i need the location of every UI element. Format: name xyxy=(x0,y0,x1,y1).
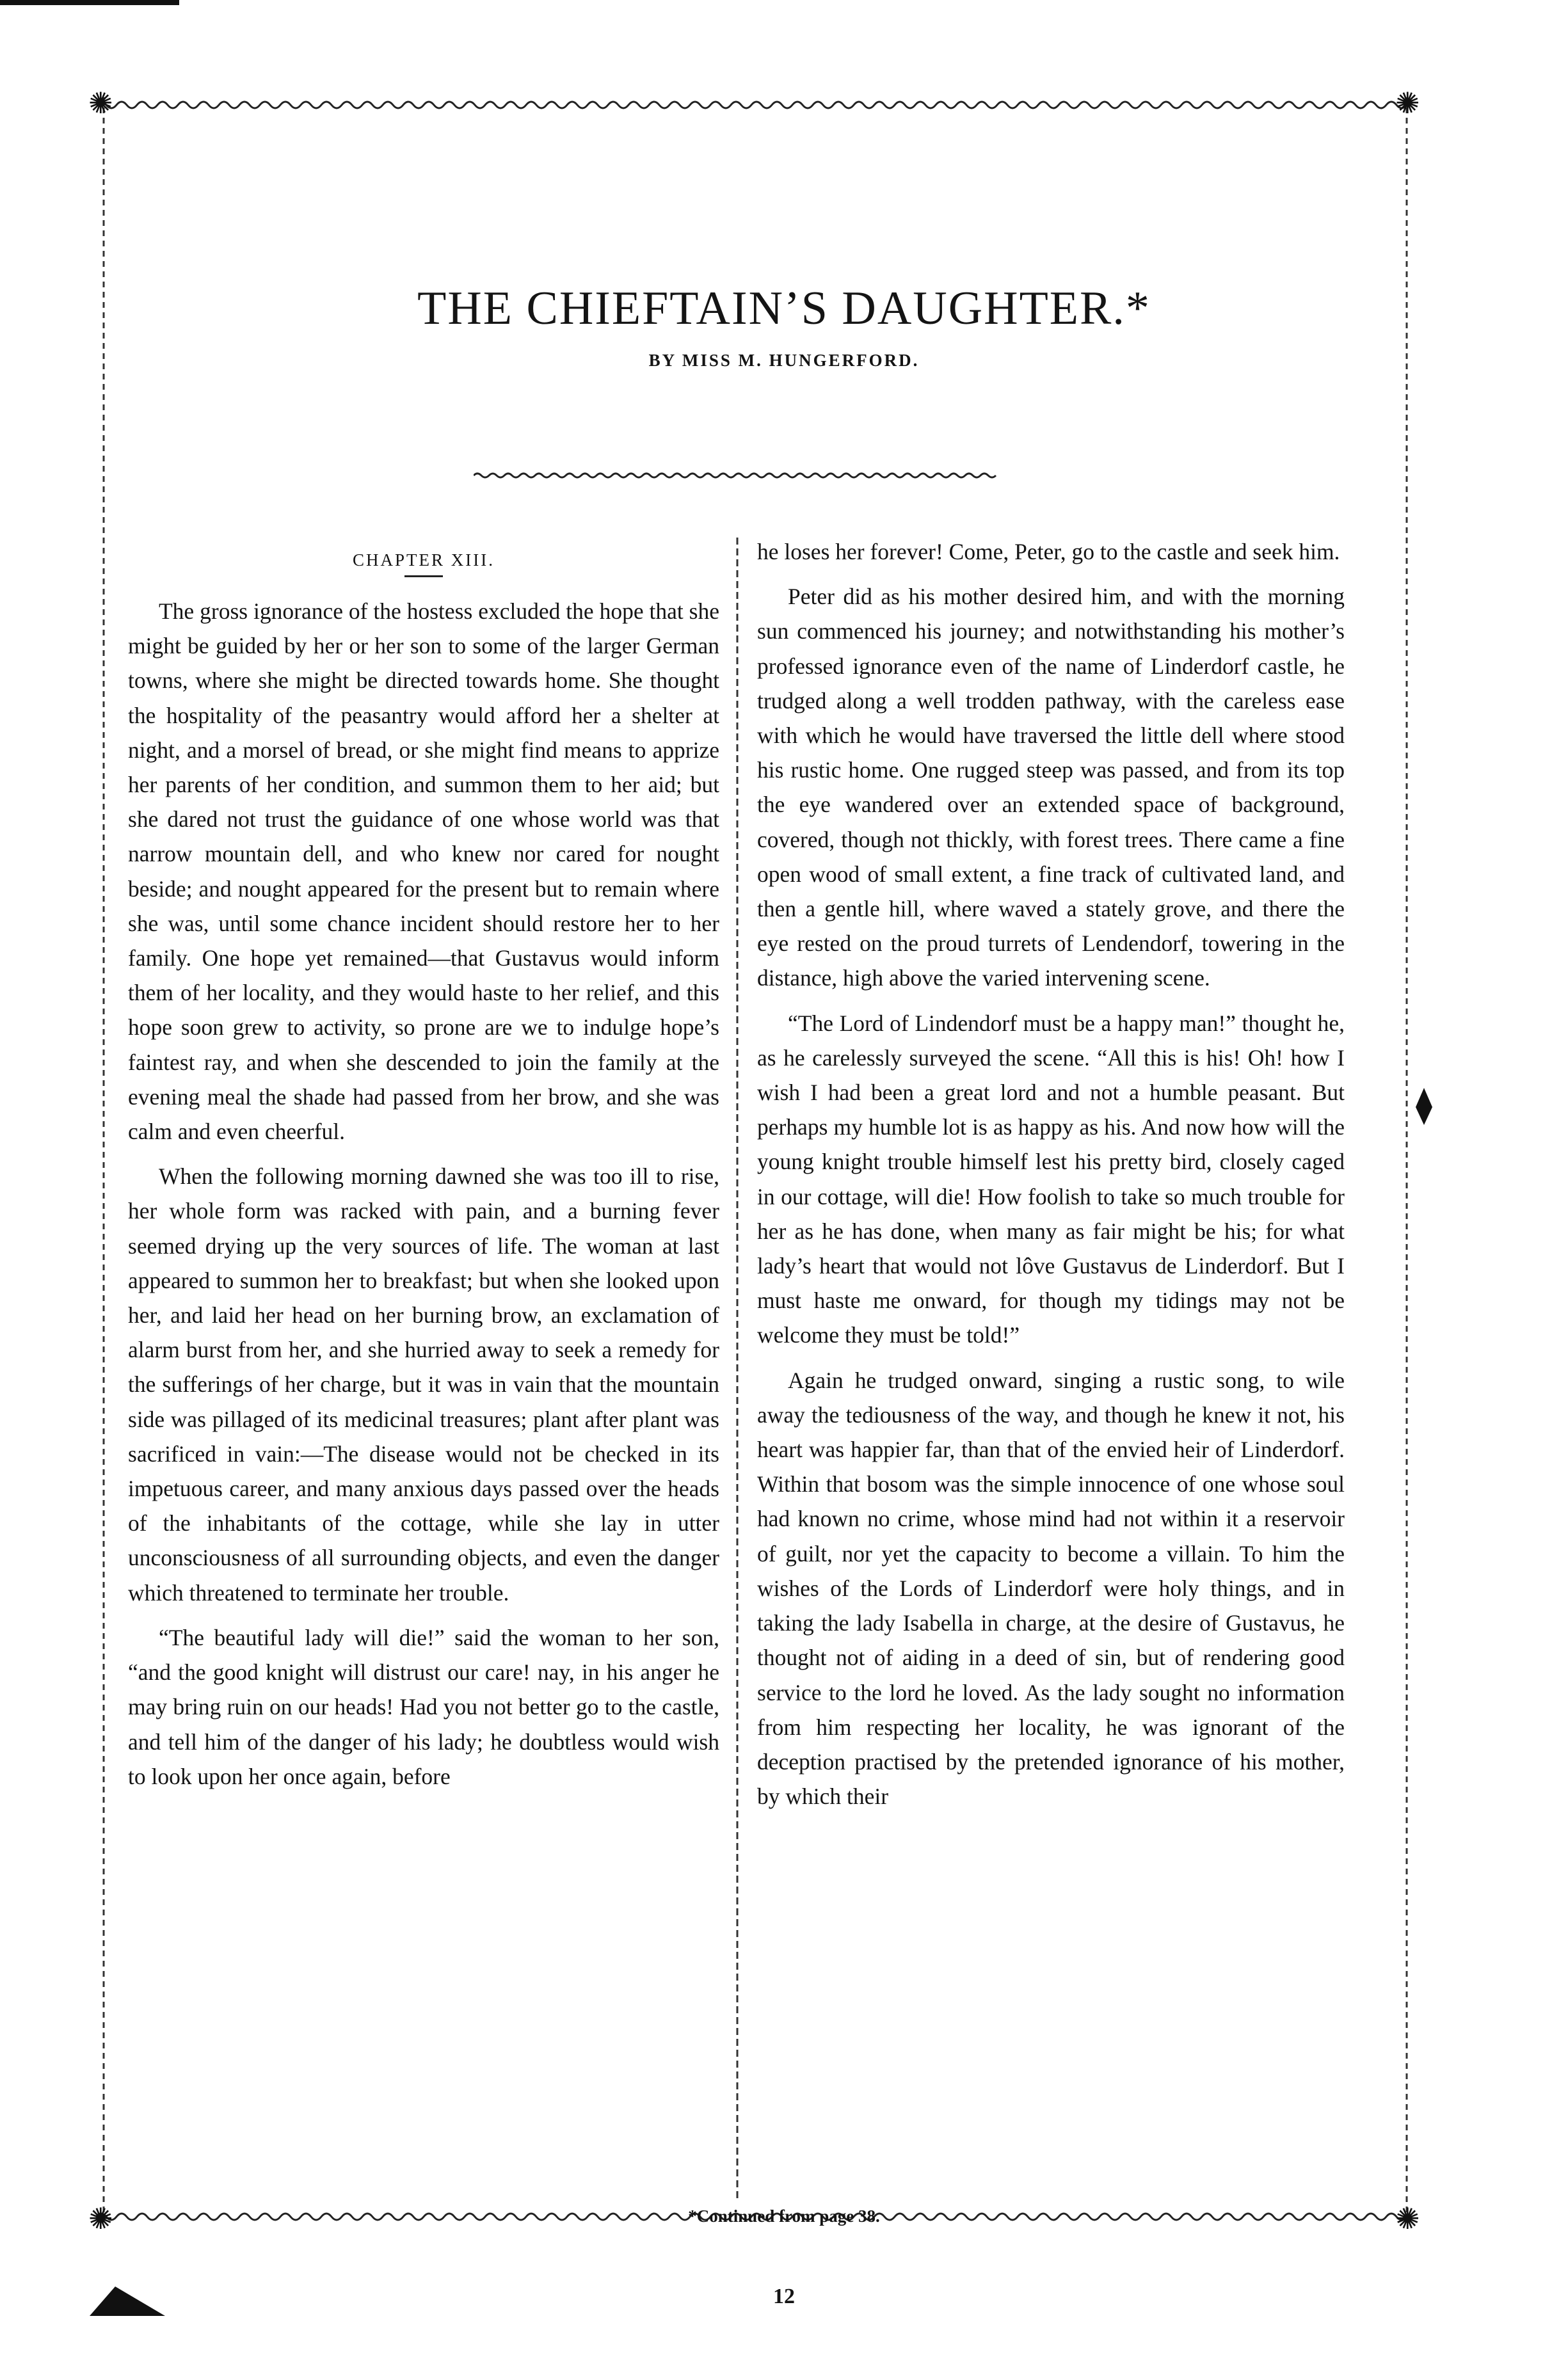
right-column xyxy=(757,534,1345,1824)
corner-ornament-tl: ✺ xyxy=(88,86,113,120)
column-divider xyxy=(730,538,745,2201)
title-rule xyxy=(474,470,998,481)
left-column xyxy=(128,534,719,1804)
paragraph: Again he trudged onward, singing a rustic song, to wile away the tediousness of the way, and though he knew it not, his heart was happier far, than that of the envied heir of Linderdorf. Within that bosom was the simple innocence of one whose soul had known no crime, whose mind had not within it a reservoir of guilt, nor yet the capacity to become a villain. To him the wishes of the Lords of Linderdorf were holy things, and in taking the lady Isabella in charge, at the desire of Gustavus, he thought not of aiding in a deed of sin, but of rendering good service to the lord he loved. As the lady sought no information from him respecting her locality, he was ignorant of the deception practised by the pretended ignorance of his mother, by which their xyxy=(757,1367,1345,1810)
chapter-heading: CHAPTER XIII. xyxy=(353,550,495,570)
border-top xyxy=(96,97,1414,113)
paragraph: “The beautiful lady will die!” said the woman to her son, “and the good knight will distrust our care! nay, in his anger he may bring ruin on our heads! Had you not better go to the castle, and tell him of the danger of his lady; he doubtless would wish to look upon her once again, before xyxy=(128,1624,719,1789)
paragraph: he loses her forever! Come, Peter, go to the castle and seek him. xyxy=(757,539,1340,564)
corner-ornament-br: ✺ xyxy=(1395,2201,1420,2236)
page-number: 12 xyxy=(773,2285,795,2308)
corner-ornament-bl: ✺ xyxy=(88,2201,113,2236)
margin-mark xyxy=(1414,1088,1434,1126)
border-right xyxy=(1399,97,1414,2224)
chapter-rule xyxy=(404,575,443,577)
paragraph: Peter did as his mother desired him, and with the morning sun commenced his journey; and notwithstanding his mother’s professed ignorance even of the name of Linderdorf castle, he trudged along a well trodden pathway, with the careless ease with which he would have traversed the little dell where stood his rustic home. One rugged steep was passed, and from its top the eye wandered over an extended space of background, covered, though not thickly, with forest trees. There came a fine open wood of small extent, a fine track of cultivated land, and then a gentle hill, where waved a stately grove, and there the eye rested on the proud turrets of Lendendorf, towering in the distance, high above the varied intervening scene. xyxy=(757,584,1345,991)
paragraph: “The Lord of Lindendorf must be a happy man!” thought he, as he carelessly surveyed the scene. “All this is his! Oh! how I wish I had been a great lord and not a humble peasant. But perhaps my humble lot is as happy as his. And now how will the young knight trouble himself lest his pretty bird, closely caged in our cottage, will die! How foolish to take so much trouble for her as he has done, when many as fair might be his; for what lady’s heart that would not lôve Gustavus de Linderdorf. But I must haste me onward, for though my tidings may not be welcome they must be told!” xyxy=(757,1010,1345,1348)
border-left xyxy=(96,97,111,2224)
article-title: THE CHIEFTAIN’S DAUGHTER.* xyxy=(417,282,1151,335)
scan-edge-mark xyxy=(0,0,179,5)
continuation-note: *Continued from page 38. xyxy=(688,2206,880,2226)
article-byline: BY MISS M. HUNGERFORD. xyxy=(648,351,920,370)
paragraph: When the following morning dawned she was too ill to rise, her whole form was racked with pain, and a burning fever seemed drying up the very sources of life. The woman at last appeared to summon her to breakfast; but when she looked upon her, and laid her head on her burning brow, an exclamation of alarm burst from her, and she hurried away to seek a remedy for the sufferings of her charge, but it was in vain that the mountain side was pillaged of its medicinal treasures; plant after plant was sacrificed in vain:—The disease would not be checked in its impetuous career, and many anxious days passed over the heads of the inhabitants of the cottage, while she lay in utter unconsciousness of all surrounding objects, and even the danger which threatened to terminate her trouble. xyxy=(128,1163,719,1606)
paragraph: The gross ignorance of the hostess excluded the hope that she might be guided by her or her son to some of the larger German towns, where she might be directed towards home. She thought the hospitality of the peasantry would afford her a shelter at night, and a morsel of bread, or she might find means to apprize her parents of her condition, and summon them to her aid; but she dared not trust the guidance of one whose world was that narrow mountain dell, and who knew nor cared for nought beside; and nought appeared for the present but to remain where she was, until some chance incident should restore her to her family. One hope yet remained—that Gustavus would inform them of her locality, and they would haste to her relief, and this hope soon grew to activity, so prone are we to indulge hope’s faintest ray, and when she descended to join the family at the evening meal the shade had passed from her brow, and she was calm and even cheerful. xyxy=(128,598,719,1145)
corner-ornament-tr: ✺ xyxy=(1395,86,1420,120)
